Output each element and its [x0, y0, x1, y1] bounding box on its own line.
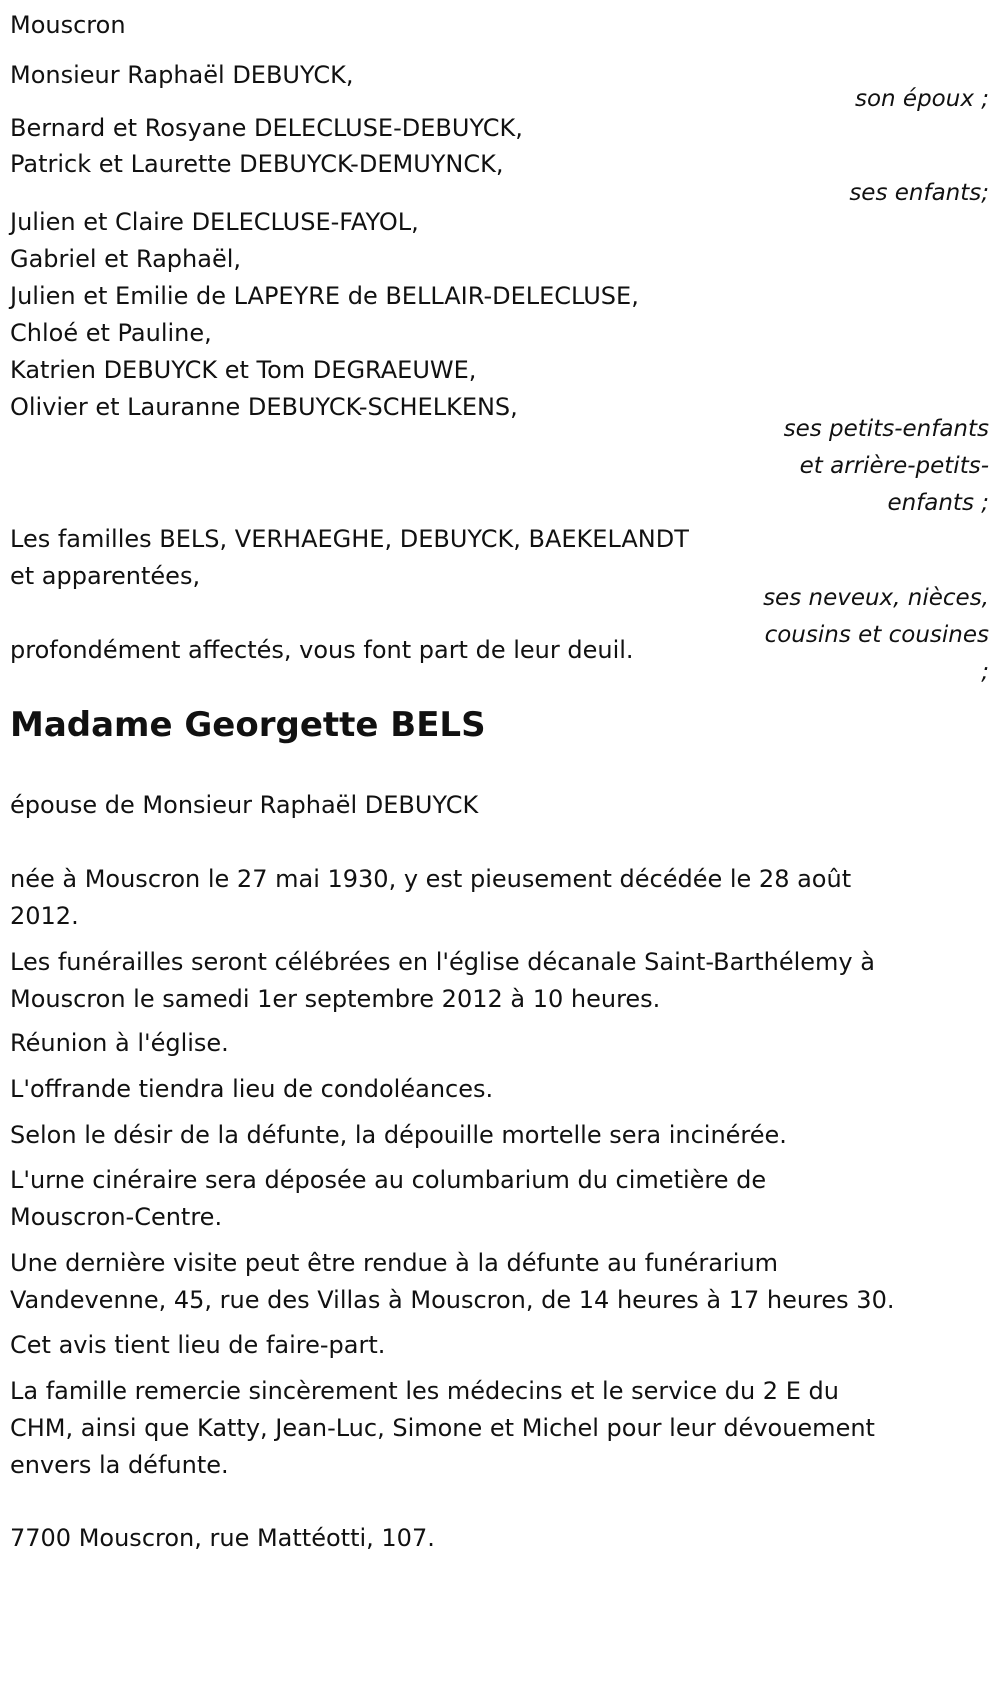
birth-death-line-2: 2012.	[10, 902, 79, 930]
relatives-line-2: et apparentées,	[10, 562, 201, 590]
spouse-role: son époux ;	[854, 86, 989, 112]
child-name-2: Patrick et Laurette DEBUYCK-DEMUYNCK,	[10, 150, 504, 178]
thanks-line-1: La famille remercie sincèrement les médecins et le service du 2 E du	[10, 1377, 839, 1405]
relatives-role-line-2: cousins et cousines	[764, 622, 989, 648]
child-name-1: Bernard et Rosyane DELECLUSE-DEBUYCK,	[10, 114, 523, 142]
relatives-role-line-3: ;	[981, 659, 989, 685]
grandchild-name-3: Julien et Emilie de LAPEYRE de BELLAIR-DELECLUSE,	[10, 282, 639, 310]
deceased-spouse-line: épouse de Monsieur Raphaël DEBUYCK	[10, 791, 479, 819]
city-heading: Mouscron	[10, 11, 126, 39]
visit-line-2: Vandevenne, 45, rue des Villas à Mouscron, de 14 heures à 17 heures 30.	[10, 1286, 895, 1314]
urn-line-2: Mouscron-Centre.	[10, 1203, 223, 1231]
thanks-line-2: CHM, ainsi que Katty, Jean-Luc, Simone et Michel pour leur dévouement	[10, 1414, 875, 1442]
address-line: 7700 Mouscron, rue Mattéotti, 107.	[10, 1524, 435, 1552]
funeral-line-2: Mouscron le samedi 1er septembre 2012 à 10 heures.	[10, 985, 661, 1013]
spouse-name: Monsieur Raphaël DEBUYCK,	[10, 61, 354, 89]
grandchild-name-6: Olivier et Lauranne DEBUYCK-SCHELKENS,	[10, 393, 518, 421]
offering-line: L'offrande tiendra lieu de condoléances.	[10, 1075, 494, 1103]
thanks-line-3: envers la défunte.	[10, 1451, 229, 1479]
children-role: ses enfants;	[849, 180, 989, 206]
notice-line: Cet avis tient lieu de faire-part.	[10, 1331, 386, 1359]
family-closing: profondément affectés, vous font part de leur deuil.	[10, 636, 634, 664]
cremation-line: Selon le désir de la défunte, la dépouille mortelle sera incinérée.	[10, 1121, 787, 1149]
meeting-line: Réunion à l'église.	[10, 1029, 229, 1057]
visit-line-1: Une dernière visite peut être rendue à la défunte au funérarium	[10, 1249, 779, 1277]
grandchild-name-2: Gabriel et Raphaël,	[10, 245, 242, 273]
funeral-line-1: Les funérailles seront célébrées en l'église décanale Saint-Barthélemy à	[10, 948, 875, 976]
relatives-role-line-1: ses neveux, nièces,	[763, 585, 989, 611]
birth-death-line-1: née à Mouscron le 27 mai 1930, y est pieusement décédée le 28 août	[10, 865, 852, 893]
urn-line-1: L'urne cinéraire sera déposée au columbarium du cimetière de	[10, 1166, 767, 1194]
grandchild-name-5: Katrien DEBUYCK et Tom DEGRAEUWE,	[10, 356, 477, 384]
deceased-name: Madame Georgette BELS	[10, 705, 486, 745]
relatives-line-1: Les familles BELS, VERHAEGHE, DEBUYCK, BAEKELANDT	[10, 525, 689, 553]
grandchild-name-1: Julien et Claire DELECLUSE-FAYOL,	[10, 208, 419, 236]
grandchild-name-4: Chloé et Pauline,	[10, 319, 212, 347]
grandchildren-role-line-3: enfants ;	[887, 490, 989, 516]
grandchildren-role-line-2: et arrière-petits-	[799, 453, 989, 479]
grandchildren-role-line-1: ses petits-enfants	[783, 416, 989, 442]
